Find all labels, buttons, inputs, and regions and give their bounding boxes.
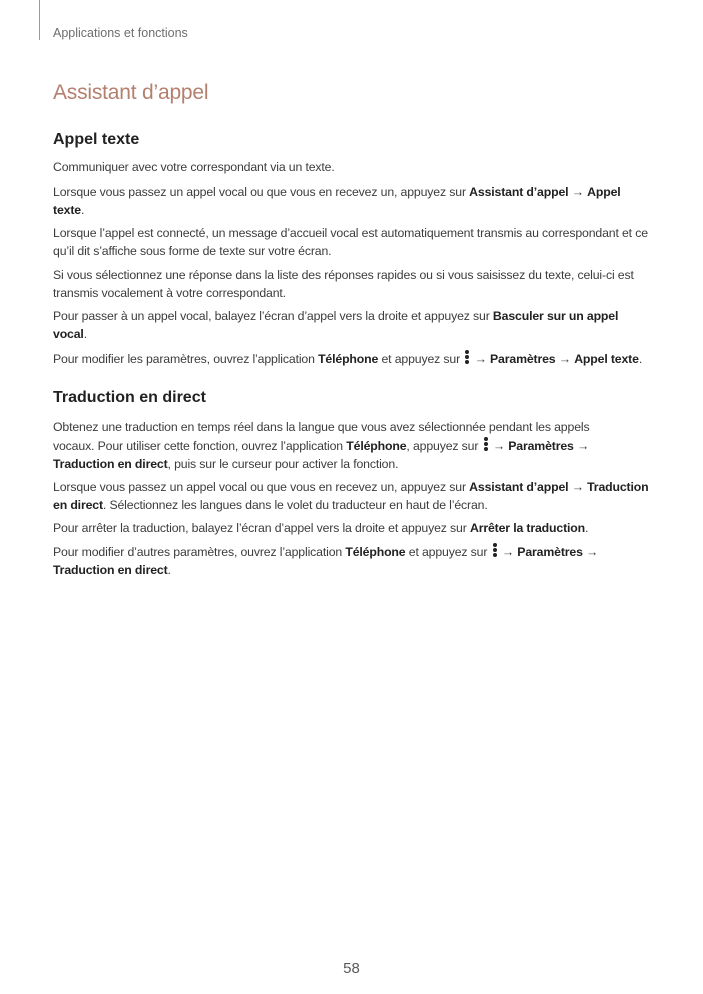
paragraph: Lorsque vous passez un appel vocal ou que vous en recevez un, appuyez sur Assistant d’appel → Traduction en direct. Sélectionnez les langues dans le volet du traducteur en haut de l’écran. [53, 480, 649, 512]
ui-term: Arrêter la traduction [469, 521, 586, 535]
ui-term: Téléphone [318, 352, 379, 366]
paragraph: Pour passer à un appel vocal, balayez l’écran d’appel vers la droite et appuyez sur Basculer sur un appel vocal. [53, 309, 619, 341]
ui-term: Paramètres [517, 545, 583, 559]
section-heading-traduction-en-direct: Traduction en direct [53, 389, 206, 406]
section-heading-appel-texte: Appel texte [53, 131, 140, 148]
page-title: Assistant d’appel [53, 81, 209, 104]
ui-term: Assistant d’appel [469, 480, 569, 494]
ui-term: Traduction en direct [53, 480, 649, 512]
header-divider [39, 0, 40, 40]
ui-term: Téléphone [346, 439, 407, 453]
paragraph: Pour arrêter la traduction, balayez l’écran d’appel vers la droite et appuyez sur Arrêter la traduction. [53, 521, 589, 535]
ui-term: Téléphone [345, 545, 406, 559]
ui-term: Basculer sur un appel vocal [53, 309, 619, 341]
ui-term: Appel texte [53, 185, 621, 217]
paragraph: Lorsque vous passez un appel vocal ou que vous en recevez un, appuyez sur Assistant d’appel → Appel texte. [53, 185, 621, 217]
paragraph: Pour modifier les paramètres, ouvrez l’application Téléphone et appuyez sur → Paramètres → Appel texte. [53, 349, 663, 368]
ui-term: Paramètres [490, 352, 556, 366]
ui-term: Traduction en direct [53, 457, 168, 471]
paragraph: Pour modifier d’autres paramètres, ouvrez l’application Téléphone et appuyez sur → Paramètres → Traduction en direct. [53, 542, 623, 579]
page-number: 58 [343, 960, 360, 977]
paragraph: Lorsque l’appel est connecté, un message d’accueil vocal est automatiquement transmis au correspondant et ce qu’il dit s’affiche sous forme de texte sur votre écran. [53, 226, 648, 258]
paragraph: Communiquer avec votre correspondant via un texte. [53, 160, 335, 174]
more-options-icon [492, 542, 498, 558]
paragraph: Obtenez une traduction en temps réel dans la langue que vous avez sélectionnée pendant les appels vocaux. Pour utiliser cette fonction, ouvrez l’application Téléphone, appuyez sur → Paramètres → Traduction en direct, puis sur le curseur pour activer la fonction. [53, 420, 590, 471]
chapter-header: Applications et fonctions [53, 26, 188, 40]
ui-term: Appel texte [574, 352, 639, 366]
more-options-icon [464, 349, 470, 365]
ui-term: Assistant d’appel [469, 185, 569, 199]
ui-term: Traduction en direct [53, 563, 168, 577]
ui-term: Paramètres [508, 439, 574, 453]
more-options-icon [483, 436, 489, 452]
paragraph: Si vous sélectionnez une réponse dans la liste des réponses rapides ou si vous saisissez du texte, celui-ci est transmis vocalement à votre correspondant. [53, 268, 634, 300]
